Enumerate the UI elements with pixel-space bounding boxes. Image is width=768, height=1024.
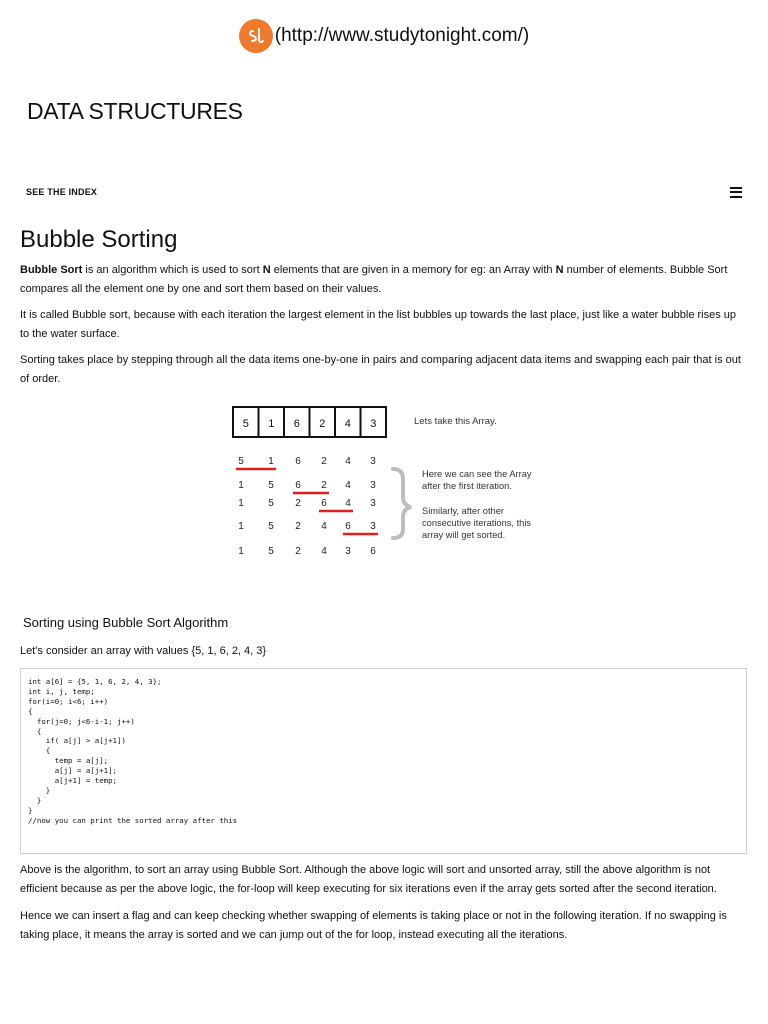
iteration-value: 6 <box>295 456 301 467</box>
iteration-value: 4 <box>345 480 351 491</box>
iteration-value: 5 <box>268 546 274 557</box>
iteration-value: 4 <box>321 546 327 557</box>
iteration-value: 1 <box>238 480 244 491</box>
bubble-explanation-paragraph: It is called Bubble sort, because with each iteration the largest element in the list bubbles up towards the last place, just like a water bubble rises up to the water surface. <box>20 309 737 340</box>
array-cell-value: 6 <box>293 418 300 430</box>
iteration-value: 1 <box>238 498 244 509</box>
iteration-value: 6 <box>295 480 301 491</box>
process-paragraph: Sorting takes place by stepping through all the data items one-by-one in pairs and comparing adjacent data items and swapping each pair that is out of order. <box>20 354 741 385</box>
curly-brace-icon <box>393 469 411 538</box>
iteration-value: 2 <box>295 498 301 509</box>
term-bubble-sort: Bubble Sort <box>20 264 83 276</box>
iteration-value: 4 <box>345 498 351 509</box>
iteration-value: 5 <box>268 480 274 491</box>
later-iterations-note: Similarly, after other <box>422 506 504 516</box>
menu-icon[interactable] <box>730 187 742 198</box>
iteration-value: 4 <box>345 456 351 467</box>
iteration-value: 5 <box>268 521 274 532</box>
iteration-value: 2 <box>321 480 327 491</box>
array-caption: Lets take this Array. <box>414 416 497 427</box>
iteration-value: 1 <box>268 456 274 467</box>
iteration-value: 1 <box>238 546 244 557</box>
site-url-link[interactable]: (http://www.studytonight.com/) <box>274 25 530 46</box>
flag-paragraph: Hence we can insert a flag and can keep checking whether swapping of elements is taking place or not in the following iteration. If no swapping is taking place, it means the array is sorted and we can jump out of the for loop, instead executing all the iterations. <box>20 910 727 941</box>
first-iteration-note: Here we can see the Array <box>422 469 532 479</box>
iteration-value: 5 <box>238 456 244 467</box>
code-text: int a[6] = {5, 1, 6, 2, 4, 3}; int i, j, temp; for(i=0; i<6; i++) { for(j=0; j<6-i-1; j++) { if( a[j] > a[j+1]) { temp = a[j]; a[j] = a[j+1]; a[j+1] = temp; } } } //now you can print the sorted array after this <box>28 677 238 825</box>
studytonight-logo-icon[interactable] <box>239 19 273 53</box>
site-header <box>0 17 768 55</box>
array-cell-value: 2 <box>319 418 326 430</box>
see-index-link[interactable]: SEE THE INDEX <box>26 187 98 197</box>
iteration-value: 2 <box>295 546 301 557</box>
array-cell-value: 3 <box>370 418 377 430</box>
iteration-value: 6 <box>345 521 351 532</box>
nav-row <box>26 183 742 201</box>
iteration-value: 3 <box>370 498 376 509</box>
page-title: Bubble Sorting <box>20 226 178 253</box>
array-cell-value: 5 <box>242 418 249 430</box>
array-intro-paragraph: Let's consider an array with values {5, 1, 6, 2, 4, 3} <box>20 645 267 657</box>
iteration-value: 4 <box>321 521 327 532</box>
iteration-value: 3 <box>370 456 376 467</box>
array-cell-value: 4 <box>344 418 351 430</box>
array-cell-value: 1 <box>268 418 275 430</box>
iteration-value: 3 <box>370 521 376 532</box>
site-title: DATA STRUCTURES <box>27 98 243 124</box>
iteration-value: 2 <box>321 456 327 467</box>
iteration-value: 2 <box>295 521 301 532</box>
term-n: N <box>262 264 271 276</box>
later-iterations-note: array will get sorted. <box>422 530 506 540</box>
bubble-sort-diagram-svg <box>225 404 555 564</box>
iteration-value: 3 <box>370 480 376 491</box>
iteration-value: 6 <box>321 498 327 509</box>
first-iteration-note: after the first iteration. <box>422 481 512 491</box>
iteration-value: 6 <box>370 546 376 557</box>
code-block <box>20 668 747 854</box>
term-n: N <box>555 264 564 276</box>
later-iterations-note: consecutive iterations, this <box>422 518 532 528</box>
intro-paragraph: Bubble Sort is an algorithm which is used to sort N elements that are given in a memory for eg: an Array with N number of elements. Bubble Sort compares all the element one by one and sort them based on their values. <box>20 264 728 295</box>
section-heading: Sorting using Bubble Sort Algorithm <box>23 615 229 630</box>
iteration-value: 3 <box>345 546 351 557</box>
bubble-sort-diagram <box>225 404 555 564</box>
iteration-value: 5 <box>268 498 274 509</box>
efficiency-paragraph: Above is the algorithm, to sort an array using Bubble Sort. Although the above logic will sort and unsorted array, still the above algorithm is not efficient because as per the above logic, the for-loop will keep executing for six iterations even if the array gets sorted after the second iteration. <box>20 864 717 895</box>
iteration-value: 1 <box>238 521 244 532</box>
